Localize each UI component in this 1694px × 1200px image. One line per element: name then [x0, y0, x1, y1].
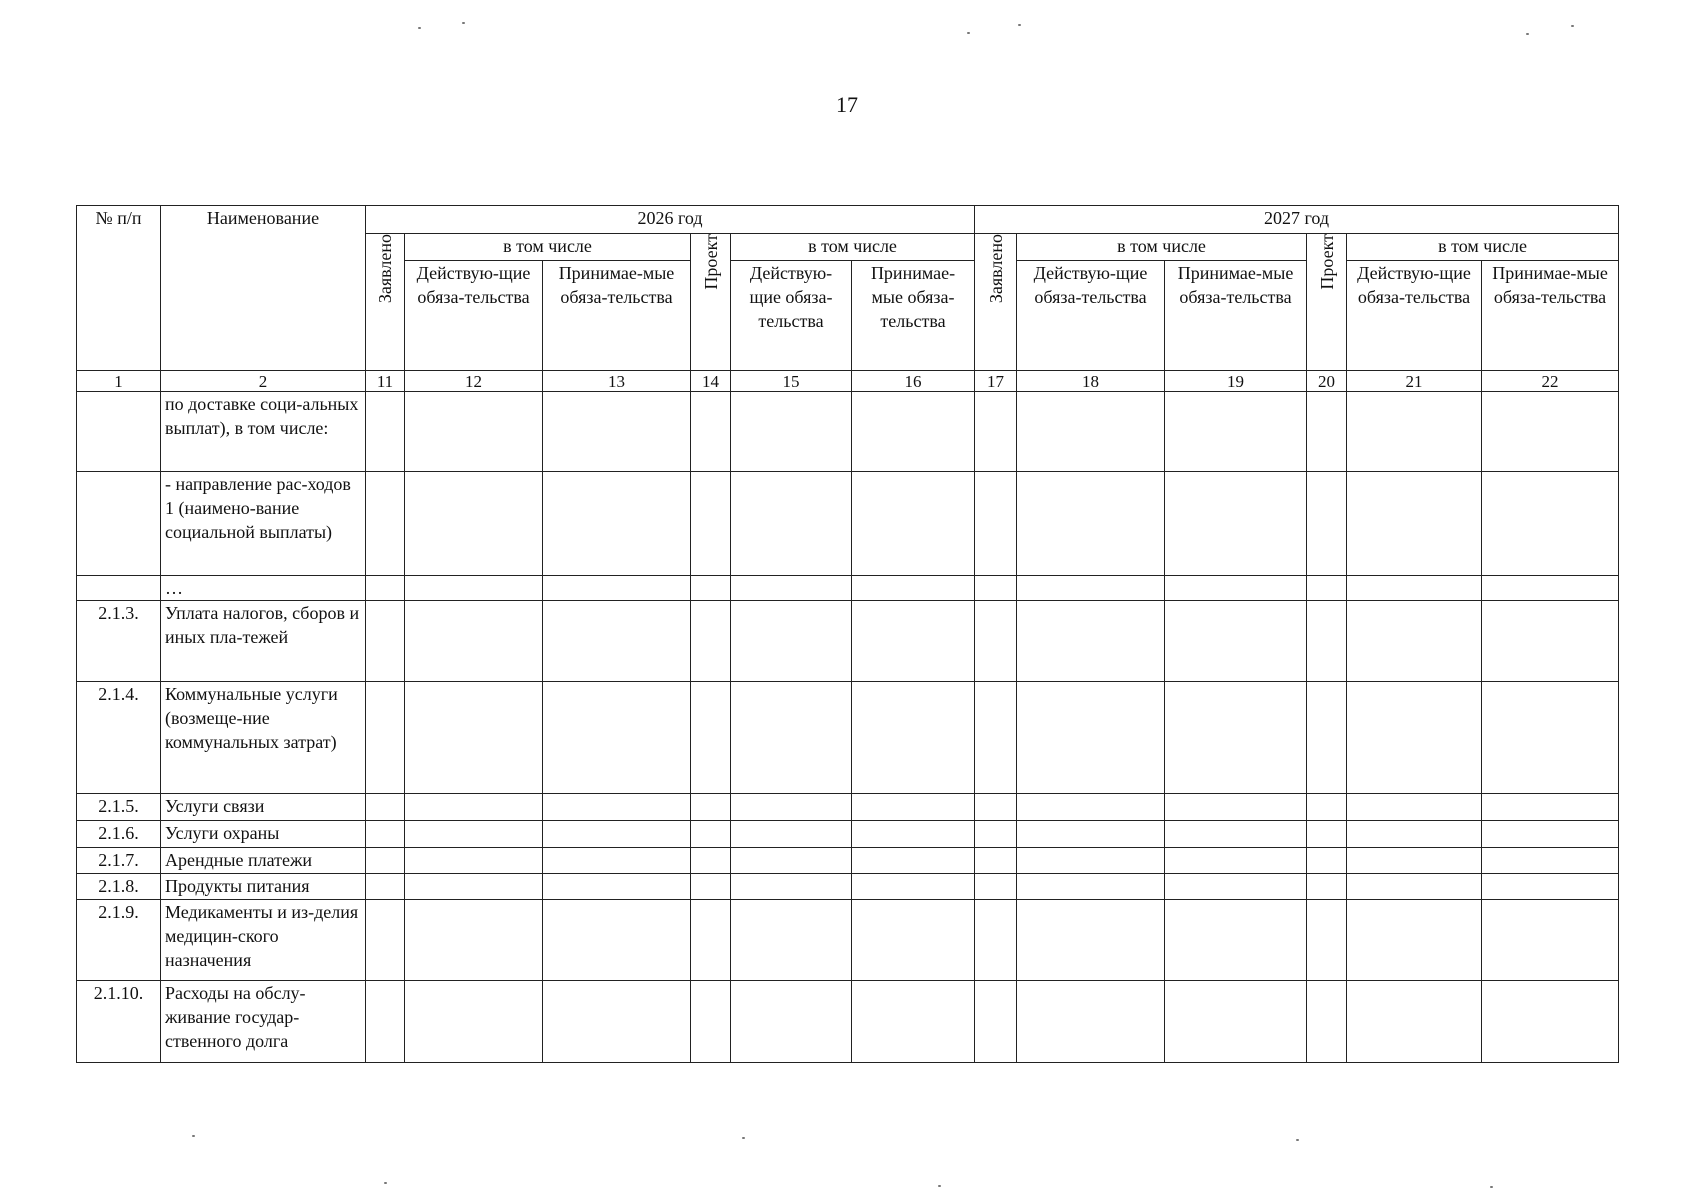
value-cell [975, 472, 1017, 576]
value-cell [1307, 682, 1347, 794]
value-cell [1347, 576, 1482, 601]
value-cell [731, 472, 852, 576]
value-cell [405, 794, 543, 821]
column-number: 11 [366, 371, 405, 392]
value-cell [405, 848, 543, 874]
row-name: Услуги охраны [161, 821, 366, 848]
value-cell [1307, 794, 1347, 821]
header-in-that-number: в том числе [1347, 234, 1619, 261]
value-cell [1017, 682, 1165, 794]
value-cell [543, 682, 691, 794]
header-accepted-obligations: Принимае-мые обяза-тельства [852, 261, 975, 371]
column-number: 17 [975, 371, 1017, 392]
value-cell [1165, 848, 1307, 874]
scan-speck [1571, 25, 1574, 27]
header-row-years [77, 206, 1619, 234]
header-accepted-obligations: Принимае-мые обяза-тельства [543, 261, 691, 371]
value-cell [366, 392, 405, 472]
header-project-2026: Проект [691, 234, 731, 371]
value-cell [366, 821, 405, 848]
page-number: 17 [836, 92, 858, 117]
value-cell [1482, 821, 1619, 848]
value-cell [1165, 794, 1307, 821]
row-name: … [161, 576, 366, 601]
value-cell [731, 981, 852, 1063]
value-cell [1347, 392, 1482, 472]
column-number: 14 [691, 371, 731, 392]
table-row [77, 848, 1619, 874]
value-cell [975, 601, 1017, 682]
value-cell [731, 392, 852, 472]
row-name: - направление рас-ходов 1 (наимено-вание социальной выплаты) [161, 472, 366, 576]
table-row [77, 576, 1619, 601]
value-cell [405, 821, 543, 848]
value-cell [1482, 874, 1619, 900]
column-number: 15 [731, 371, 852, 392]
row-name: Коммунальные услуги (возмеще-ние коммунальных затрат) [161, 682, 366, 794]
row-number: 2.1.9. [77, 900, 161, 981]
value-cell [1165, 900, 1307, 981]
scan-speck [418, 27, 421, 29]
value-cell [1165, 874, 1307, 900]
scan-speck [384, 1182, 387, 1184]
value-cell [852, 848, 975, 874]
value-cell [1017, 821, 1165, 848]
value-cell [1307, 601, 1347, 682]
value-cell [852, 794, 975, 821]
value-cell [975, 900, 1017, 981]
row-name: по доставке соци-альных выплат), в том числе: [161, 392, 366, 472]
value-cell [405, 900, 543, 981]
header-existing-obligations: Действую-щие обяза-тельства [1347, 261, 1482, 371]
value-cell [1482, 601, 1619, 682]
value-cell [405, 576, 543, 601]
value-cell [975, 981, 1017, 1063]
value-cell [1482, 472, 1619, 576]
value-cell [1347, 981, 1482, 1063]
value-cell [691, 472, 731, 576]
table-row [77, 821, 1619, 848]
value-cell [691, 794, 731, 821]
table-row [77, 601, 1619, 682]
value-cell [1017, 472, 1165, 576]
value-cell [731, 874, 852, 900]
scan-speck [1296, 1139, 1299, 1141]
value-cell [731, 794, 852, 821]
value-cell [405, 601, 543, 682]
value-cell [1307, 821, 1347, 848]
value-cell [852, 472, 975, 576]
scan-speck [192, 1135, 195, 1137]
value-cell [405, 472, 543, 576]
value-cell [1482, 392, 1619, 472]
header-in-that-number: в том числе [405, 234, 691, 261]
value-cell [691, 874, 731, 900]
value-cell [543, 392, 691, 472]
value-cell [1017, 900, 1165, 981]
value-cell [731, 821, 852, 848]
row-number [77, 392, 161, 472]
value-cell [1165, 981, 1307, 1063]
value-cell [1347, 794, 1482, 821]
value-cell [366, 601, 405, 682]
value-cell [975, 794, 1017, 821]
scan-speck [938, 1185, 941, 1187]
value-cell [1482, 900, 1619, 981]
scan-speck [1018, 24, 1021, 26]
value-cell [691, 821, 731, 848]
value-cell [691, 900, 731, 981]
value-cell [405, 392, 543, 472]
header-name: Наименование [161, 206, 366, 371]
value-cell [543, 900, 691, 981]
value-cell [543, 472, 691, 576]
scan-speck [742, 1137, 745, 1139]
column-number: 1 [77, 371, 161, 392]
value-cell [366, 472, 405, 576]
value-cell [1165, 472, 1307, 576]
table-row [77, 794, 1619, 821]
scan-speck [1490, 1186, 1493, 1188]
value-cell [691, 848, 731, 874]
value-cell [366, 848, 405, 874]
value-cell [1307, 848, 1347, 874]
table-row [77, 682, 1619, 794]
row-name: Продукты питания [161, 874, 366, 900]
row-number: 2.1.5. [77, 794, 161, 821]
budget-table [76, 205, 1619, 1063]
row-name: Медикаменты и из-делия медицин-ского назначения [161, 900, 366, 981]
value-cell [975, 821, 1017, 848]
value-cell [543, 874, 691, 900]
value-cell [852, 821, 975, 848]
value-cell [405, 682, 543, 794]
row-number: 2.1.8. [77, 874, 161, 900]
value-cell [543, 794, 691, 821]
value-cell [975, 848, 1017, 874]
value-cell [366, 576, 405, 601]
header-existing-obligations: Действую-щие обяза-тельства [731, 261, 852, 371]
value-cell [731, 682, 852, 794]
value-cell [852, 576, 975, 601]
value-cell [691, 576, 731, 601]
value-cell [1482, 981, 1619, 1063]
row-name: Арендные платежи [161, 848, 366, 874]
scan-speck [462, 22, 465, 24]
column-number: 2 [161, 371, 366, 392]
table-row [77, 874, 1619, 900]
value-cell [731, 900, 852, 981]
value-cell [1347, 900, 1482, 981]
value-cell [1347, 821, 1482, 848]
value-cell [1482, 848, 1619, 874]
value-cell [1017, 601, 1165, 682]
column-number: 22 [1482, 371, 1619, 392]
value-cell [1017, 981, 1165, 1063]
header-existing-obligations: Действую-щие обяза-тельства [405, 261, 543, 371]
value-cell [1347, 848, 1482, 874]
row-number [77, 576, 161, 601]
value-cell [1307, 874, 1347, 900]
table-row [77, 472, 1619, 576]
value-cell [1017, 576, 1165, 601]
value-cell [691, 682, 731, 794]
value-cell [731, 601, 852, 682]
table-row [77, 392, 1619, 472]
row-number: 2.1.3. [77, 601, 161, 682]
value-cell [975, 576, 1017, 601]
value-cell [975, 682, 1017, 794]
value-cell [543, 821, 691, 848]
value-cell [691, 601, 731, 682]
value-cell [366, 794, 405, 821]
column-number: 19 [1165, 371, 1307, 392]
value-cell [543, 981, 691, 1063]
value-cell [1482, 682, 1619, 794]
value-cell [405, 874, 543, 900]
value-cell [1165, 601, 1307, 682]
header-project-2027: Проект [1307, 234, 1347, 371]
value-cell [366, 874, 405, 900]
scan-speck [1526, 33, 1529, 35]
header-no: № п/п [77, 206, 161, 371]
value-cell [1482, 794, 1619, 821]
column-number: 20 [1307, 371, 1347, 392]
row-name: Услуги связи [161, 794, 366, 821]
value-cell [691, 392, 731, 472]
value-cell [731, 848, 852, 874]
value-cell [1165, 821, 1307, 848]
value-cell [975, 874, 1017, 900]
column-number: 16 [852, 371, 975, 392]
value-cell [366, 900, 405, 981]
column-numbers-row [77, 371, 1619, 392]
column-number: 12 [405, 371, 543, 392]
value-cell [543, 848, 691, 874]
value-cell [1307, 900, 1347, 981]
value-cell [1017, 794, 1165, 821]
value-cell [731, 576, 852, 601]
value-cell [1017, 848, 1165, 874]
value-cell [852, 601, 975, 682]
header-in-that-number: в том числе [1017, 234, 1307, 261]
header-existing-obligations: Действую-щие обяза-тельства [1017, 261, 1165, 371]
header-declared-2026: Заявлено [366, 234, 405, 371]
value-cell [1165, 576, 1307, 601]
row-number [77, 472, 161, 576]
value-cell [1307, 981, 1347, 1063]
value-cell [1165, 392, 1307, 472]
value-cell [852, 392, 975, 472]
value-cell [852, 682, 975, 794]
value-cell [1165, 682, 1307, 794]
value-cell [975, 392, 1017, 472]
scan-speck [967, 32, 970, 34]
row-name: Расходы на обслу-живание государ-ственного долга [161, 981, 366, 1063]
table-row [77, 981, 1619, 1063]
value-cell [1347, 874, 1482, 900]
header-year-2027: 2027 год [975, 206, 1619, 234]
row-number: 2.1.10. [77, 981, 161, 1063]
value-cell [543, 576, 691, 601]
value-cell [1347, 601, 1482, 682]
value-cell [1482, 576, 1619, 601]
value-cell [1347, 682, 1482, 794]
row-name: Уплата налогов, сборов и иных пла-тежей [161, 601, 366, 682]
value-cell [405, 981, 543, 1063]
column-number: 21 [1347, 371, 1482, 392]
value-cell [852, 874, 975, 900]
value-cell [1307, 472, 1347, 576]
header-year-2026: 2026 год [366, 206, 975, 234]
table-row [77, 900, 1619, 981]
value-cell [852, 900, 975, 981]
column-number: 18 [1017, 371, 1165, 392]
value-cell [852, 981, 975, 1063]
value-cell [691, 981, 731, 1063]
row-number: 2.1.7. [77, 848, 161, 874]
header-in-that-number: в том числе [731, 234, 975, 261]
row-number: 2.1.4. [77, 682, 161, 794]
column-number: 13 [543, 371, 691, 392]
value-cell [366, 682, 405, 794]
value-cell [1017, 874, 1165, 900]
value-cell [543, 601, 691, 682]
value-cell [1307, 392, 1347, 472]
value-cell [1347, 472, 1482, 576]
value-cell [1017, 392, 1165, 472]
row-number: 2.1.6. [77, 821, 161, 848]
header-accepted-obligations: Принимае-мые обяза-тельства [1482, 261, 1619, 371]
value-cell [366, 981, 405, 1063]
value-cell [1307, 576, 1347, 601]
header-declared-2027: Заявлено [975, 234, 1017, 371]
header-accepted-obligations: Принимае-мые обяза-тельства [1165, 261, 1307, 371]
